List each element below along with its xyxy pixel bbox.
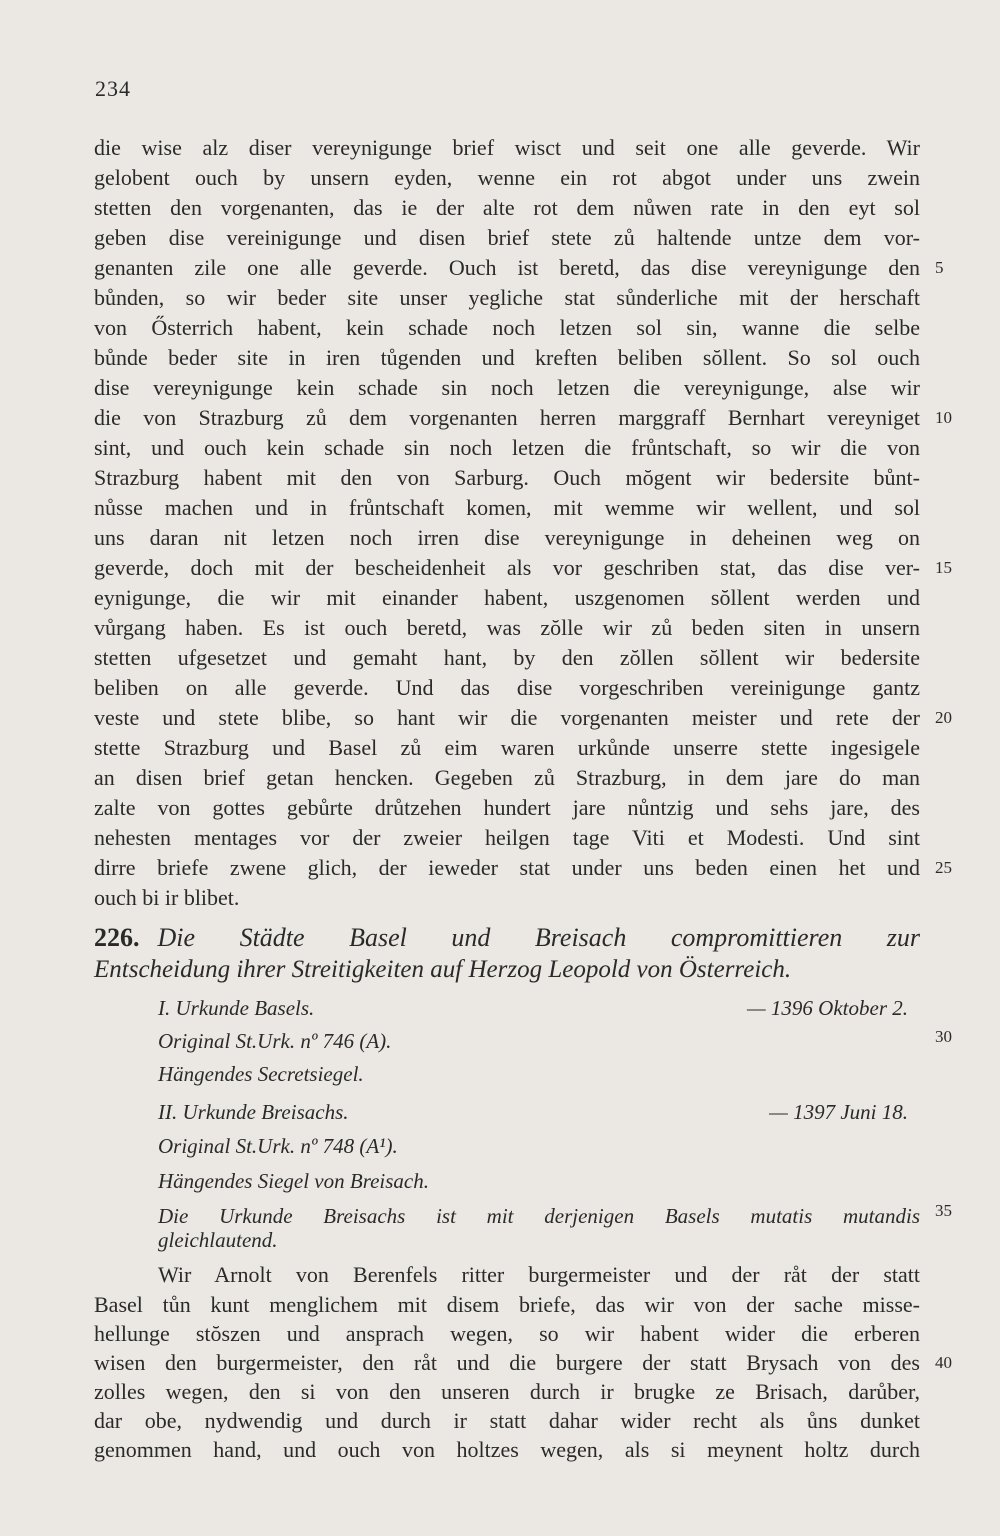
text-line: hellunge stŏszen und ansprach wegen, so wir habent wider die erberen <box>94 1321 920 1346</box>
urkunde-1-original: Original St.Urk. nº 746 (A). <box>158 1029 392 1053</box>
text-line: zolles wegen, den si von den unseren durch ir brugke ze Brisach, darůber, <box>94 1379 920 1404</box>
editorial-note-line: gleichlautend. <box>158 1228 278 1252</box>
text-line: wisen den burgermeister, den råt und die burgere der statt Brysach von des <box>94 1350 920 1375</box>
margin-line-number: 40 <box>935 1353 952 1372</box>
margin-line-number: 20 <box>935 708 952 727</box>
section-heading-line1 <box>94 922 920 954</box>
text-line: nůsse machen und in frůntschaft komen, mit wemme wir wellent, und sol <box>94 495 920 520</box>
text-line: genommen hand, und ouch von holtzes wegen, als si meynent holtz durch <box>94 1437 920 1462</box>
section-title-part1: Die Städte Basel und Breisach compromittieren zur <box>157 923 920 952</box>
urkunde-1-row <box>158 993 908 1023</box>
urkunde-2-date: — 1397 Juni 18. <box>769 1100 908 1124</box>
text-line: vůrgang haben. Es ist ouch beretd, was zŏlle wir zů beden siten in unsern <box>94 615 920 640</box>
text-line: uns daran nit letzen noch irren dise vereynigunge in deheinen weg on <box>94 525 920 550</box>
text-line: veste und stete blibe, so hant wir die vorgenanten meister und rete der <box>94 705 920 730</box>
text-line: von Ősterrich habent, kein schade noch letzen sol sin, wanne die selbe <box>94 315 920 340</box>
margin-line-number: 30 <box>935 1027 952 1046</box>
text-line: eynigunge, die wir mit einander habent, uszgenomen sŏllent werden und <box>94 585 920 610</box>
text-line: beliben on alle geverde. Und das dise vorgeschriben vereinigunge gantz <box>94 675 920 700</box>
text-line: dirre briefe zwene glich, der ieweder stat under uns beden einen het und <box>94 855 920 880</box>
text-line: nehesten mentages vor der zweier heilgen tage Viti et Modesti. Und sint <box>94 825 920 850</box>
text-line: bůnde beder site in iren tůgenden und kreften beliben sŏllent. So sol ouch <box>94 345 920 370</box>
text-line: dise vereynigunge kein schade sin noch letzen die vereynigunge, alse wir <box>94 375 920 400</box>
urkunde-1-label: I. Urkunde Basels. <box>158 996 315 1020</box>
urkunde-1-seal: Hängendes Secretsiegel. <box>158 1062 364 1086</box>
text-line: stette Strazburg und Basel zů eim waren urkůnde unserre stette ingesigele <box>94 735 920 760</box>
margin-line-number: 10 <box>935 408 952 427</box>
urkunde-2-label: II. Urkunde Breisachs. <box>158 1100 349 1124</box>
section-number: 226. <box>94 923 140 952</box>
text-line: die wise alz diser vereynigunge brief wisct und seit one alle geverde. Wir <box>94 135 920 160</box>
text-line: zalte von gottes gebůrte drůtzehen hundert jare nůntzig und sehs jare, des <box>94 795 920 820</box>
text-line: genanten zile one alle geverde. Ouch ist beretd, das dise vereynigunge den <box>94 255 920 280</box>
urkunde-2-original: Original St.Urk. nº 748 (A¹). <box>158 1134 398 1158</box>
text-line: gelobent ouch by unsern eyden, wenne ein rot abgot under uns zwein <box>94 165 920 190</box>
margin-line-number: 5 <box>935 258 944 277</box>
urkunde-1-date: — 1396 Oktober 2. <box>747 996 908 1020</box>
text-line: bůnden, so wir beder site unser yegliche stat sůnderliche mit der herschaft <box>94 285 920 310</box>
page-number: 234 <box>95 76 131 101</box>
text-line: an disen brief getan hencken. Gegeben zů Strazburg, in dem jare do man <box>94 765 920 790</box>
text-line: dar obe, nydwendig und durch ir statt dahar wider recht als ůns dunket <box>94 1408 920 1433</box>
section-title-part2: Entscheidung ihrer Streitigkeiten auf Herzog Leopold von Österreich. <box>94 956 792 983</box>
margin-line-number: 15 <box>935 558 952 577</box>
text-line: Strazburg habent mit den von Sarburg. Ouch mŏgent wir bedersite bůnt- <box>94 465 920 490</box>
margin-line-number: 35 <box>935 1201 952 1220</box>
text-line: die von Strazburg zů dem vorgenanten herren marggraff Bernhart vereyniget <box>94 405 920 430</box>
urkunde-2-row <box>158 1097 908 1127</box>
text-line: stetten ufgesetzet und gemaht hant, by den zŏllen sŏllent wir bedersite <box>94 645 920 670</box>
text-line: Basel tůn kunt menglichem mit disem briefe, das wir von der sache misse- <box>94 1292 920 1317</box>
urkunde-2-seal: Hängendes Siegel von Breisach. <box>158 1169 429 1193</box>
text-line: ouch bi ir blibet. <box>94 885 240 910</box>
margin-line-number: 25 <box>935 858 952 877</box>
text-line: Wir Arnolt von Berenfels ritter burgermeister und der råt der statt <box>158 1262 920 1287</box>
text-line: geben dise vereinigunge und disen brief stete zů haltende untze dem vor- <box>94 225 920 250</box>
text-line: geverde, doch mit der bescheidenheit als vor geschriben stat, das dise ver- <box>94 555 920 580</box>
text-line: sint, und ouch kein schade sin noch letzen die frůntschaft, so wir die von <box>94 435 920 460</box>
text-line: stetten den vorgenanten, das ie der alte rot dem nůwen rate in den eyt sol <box>94 195 920 220</box>
editorial-note-line: Die Urkunde Breisachs ist mit derjenigen Basels mutatis mutandis <box>158 1204 920 1228</box>
